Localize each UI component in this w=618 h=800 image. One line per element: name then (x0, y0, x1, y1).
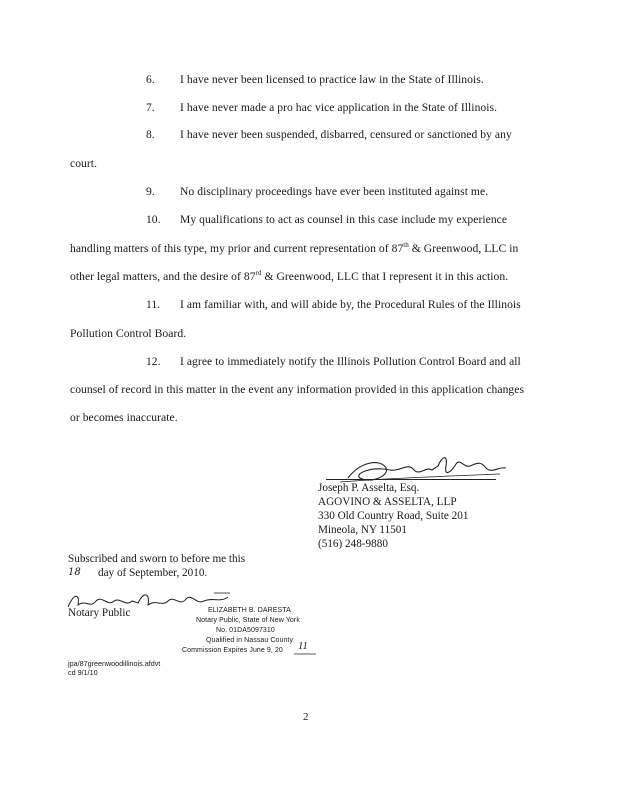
ordinal-superscript: th (403, 241, 409, 250)
paragraph-number: 6. (146, 73, 155, 86)
paragraph-text: Pollution Control Board. (70, 327, 187, 340)
notary-stamp-line: Commission Expires June 9, 20 (182, 645, 283, 654)
page-number: 2 (303, 711, 309, 723)
paragraph-text: I have never been suspended, disbarred, censured or sanctioned by any (180, 128, 512, 141)
paragraph-number: 7. (146, 101, 155, 114)
jurat-line: Subscribed and sworn to before me this (68, 553, 246, 565)
paragraph-text: No disciplinary proceedings have ever been instituted against me. (180, 185, 489, 198)
paragraph-text-part: & Greenwood, LLC in (408, 242, 519, 255)
paragraph-number: 11. (146, 298, 161, 311)
paragraph-number: 8. (146, 128, 155, 141)
paragraph-text (70, 242, 518, 255)
signature-line (326, 479, 496, 480)
notary-label: Notary Public (68, 607, 131, 619)
attorney-name: Joseph P. Asselta, Esq. (318, 482, 420, 494)
jurat-line: day of September, 2010. (98, 567, 208, 579)
paragraph-text-part: handling matters of this type, my prior and current representation of 87 (70, 242, 404, 255)
notary-stamp-line: No. 01DA5097310 (216, 625, 275, 634)
paragraph-text: counsel of record in this matter in the event any information provided in this application changes (70, 383, 525, 396)
firm-address: 330 Old Country Road, Suite 201 (318, 510, 469, 522)
firm-phone: (516) 248-9880 (318, 538, 388, 550)
notary-stamp-line: Qualified in Nassau County (206, 635, 294, 644)
jurat-day-handwritten: 18 (68, 567, 81, 578)
paragraph-text: court. (70, 157, 98, 170)
commission-year-underline (294, 652, 318, 656)
paragraph-text (70, 270, 508, 283)
paragraph-text-part: & Greenwood, LLC that I represent it in this action. (261, 270, 509, 283)
paragraph-text: I agree to immediately notify the Illinois Pollution Control Board and all (180, 355, 521, 368)
firm-city: Mineola, NY 11501 (318, 524, 407, 536)
commission-year-handwritten: 11 (298, 641, 308, 652)
file-reference: jpa/87greenwoodillinois.afdvt (68, 659, 161, 668)
ordinal-superscript: rd (255, 269, 262, 278)
paragraph-text: I have never made a pro hac vice application in the State of Illinois. (180, 101, 498, 114)
paragraph-text-part: other legal matters, and the desire of 87 (70, 270, 256, 283)
paragraph-text: I have never been licensed to practice law in the State of Illinois. (180, 73, 484, 86)
paragraph-number: 12. (146, 355, 161, 368)
paragraph-text: My qualifications to act as counsel in this case include my experience (180, 213, 508, 226)
paragraph-number: 10. (146, 213, 161, 226)
notary-stamp-name: ELIZABETH B. DARESTA (208, 605, 291, 614)
firm-name: AGOVINO & ASSELTA, LLP (318, 496, 457, 508)
file-reference: cd 9/1/10 (68, 668, 98, 677)
paragraph-number: 9. (146, 185, 155, 198)
notary-stamp-line: Notary Public, State of New York (196, 615, 300, 624)
paragraph-text: or becomes inaccurate. (70, 411, 178, 424)
paragraph-text: I am familiar with, and will abide by, the Procedural Rules of the Illinois (180, 298, 521, 311)
